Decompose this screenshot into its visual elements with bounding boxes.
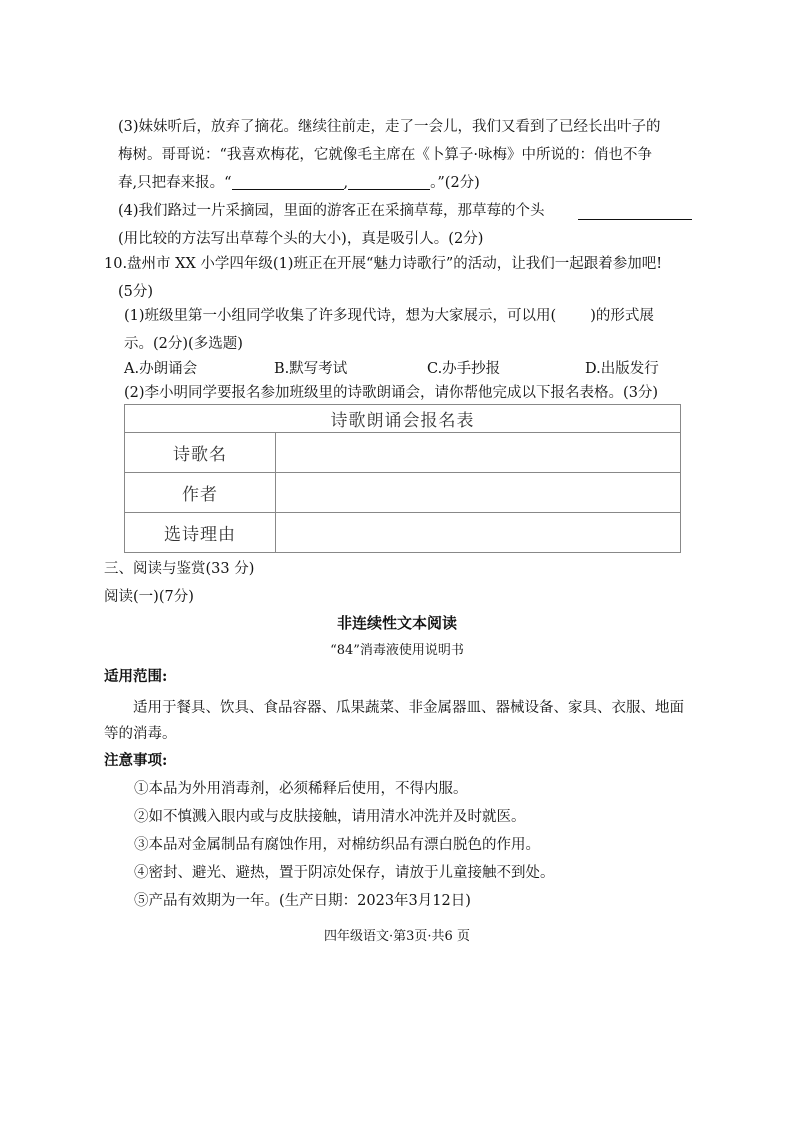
q9-part4-text: (4)我们路过一片采摘园，里面的游客正在采摘草莓，那草莓的个头 — [118, 203, 545, 219]
option-d[interactable]: D.出版发行 — [585, 361, 659, 377]
form-field-poem-name[interactable] — [276, 433, 681, 473]
q9-part4-line2: (用比较的方法写出草莓个头的大小)，真是吸引人。(2分) — [118, 231, 484, 247]
notes-label: 注意事项: — [104, 752, 168, 769]
q9-part3-text-b: , — [343, 175, 349, 191]
scope-line1: 适用于餐具、饮具、食品容器、瓜果蔬菜、非金属器皿、器械设备、家具、衣服、地面 — [133, 700, 684, 716]
form-label-reason: 选诗理由 — [125, 513, 276, 553]
q9-part3-line2: 梅树。哥哥说：“我喜欢梅花，它就像毛主席在《卜算子·咏梅》中所说的：俏也不争 — [118, 147, 653, 163]
reading1-heading: 阅读(一)(7分) — [104, 589, 194, 605]
document-title: “84”消毒液使用说明书 — [330, 643, 464, 658]
q10-sub1-line2: 示。(2分)(多选题) — [124, 336, 243, 352]
q10-sub1-text-b: )的形式展 — [590, 308, 654, 324]
option-b[interactable]: B.默写考试 — [274, 361, 348, 377]
note-item: ④密封、避光、避热，置于阴凉处保存，请放于儿童接触不到处。 — [134, 865, 555, 881]
scope-label: 适用范围: — [104, 668, 168, 685]
q9-part3-text-a: 春,只把春来报。“ — [118, 175, 232, 191]
answer-blank-2[interactable] — [348, 173, 430, 190]
passage-title: 非连续性文本阅读 — [336, 614, 457, 632]
form-label-author: 作者 — [125, 473, 276, 513]
form-title: 诗歌朗诵会报名表 — [125, 405, 681, 433]
q10-sub2: (2)李小明同学要报名参加班级里的诗歌朗诵会，请你帮他完成以下报名表格。(3分) — [124, 385, 659, 401]
form-field-reason[interactable] — [276, 513, 681, 553]
note-item: ②如不慎溅入眼内或与皮肤接触，请用清水冲洗并及时就医。 — [134, 809, 526, 825]
scope-line2: 等的消毒。 — [104, 726, 177, 742]
registration-form-table — [124, 404, 681, 553]
q10-sub1-text-a: (1)班级里第一小组同学收集了许多现代诗，想为大家展示，可以用( — [124, 308, 557, 324]
note-item: ③本品对金属制品有腐蚀作用，对棉纺织品有漂白脱色的作用。 — [134, 837, 540, 853]
page-footer: 四年级语文·第3页·共6 页 — [324, 929, 470, 944]
option-c[interactable]: C.办手抄报 — [427, 361, 501, 377]
answer-blank-1[interactable] — [232, 173, 344, 190]
note-item: ①本品为外用消毒剂，必须稀释后使用，不得内服。 — [134, 781, 468, 797]
q10-intro-line1: 10.盘州市 XX 小学四年级(1)班正在开展“魅力诗歌行”的活动，让我们一起跟着参加吧! — [104, 256, 663, 272]
option-a[interactable]: A.办朗诵会 — [124, 361, 198, 377]
q10-intro-line2: (5分) — [118, 284, 154, 300]
q9-part4-line1 — [118, 199, 545, 223]
q9-part3-line3 — [118, 171, 480, 195]
answer-blank-3[interactable] — [578, 203, 692, 220]
q9-part3-line1: (3)妹妹听后，放弃了摘花。继续往前走，走了一会儿，我们又看到了已经长出叶子的 — [118, 119, 661, 135]
form-field-author[interactable] — [276, 473, 681, 513]
q9-part3-text-c: 。”(2分) — [430, 175, 480, 191]
note-item: ⑤产品有效期为一年。(生产日期：2023年3月12日) — [134, 893, 471, 909]
q10-sub1-line1 — [124, 304, 654, 328]
form-label-poem-name: 诗歌名 — [125, 433, 276, 473]
section3-heading: 三、阅读与鉴赏(33 分) — [104, 561, 255, 577]
